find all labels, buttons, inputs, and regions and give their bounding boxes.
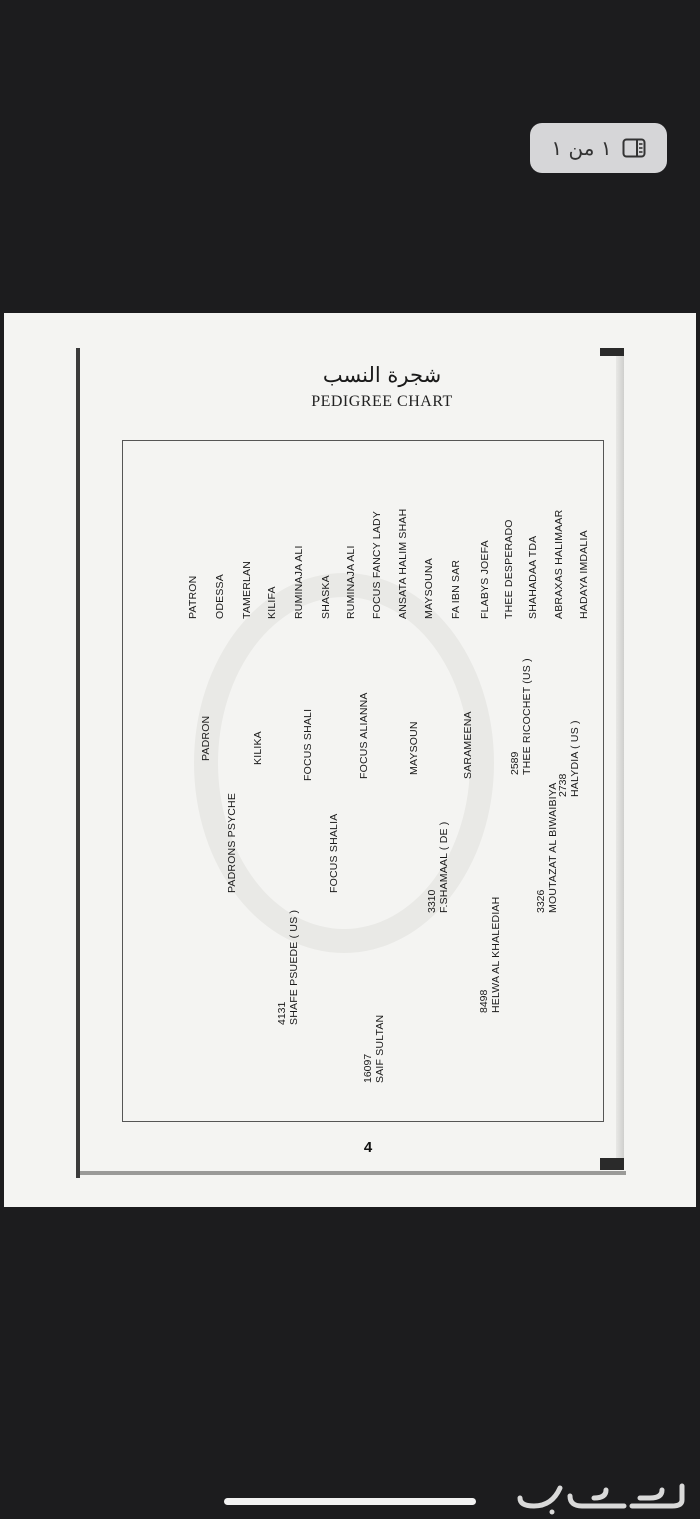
horse-name: SHAFE PSUEDE ( US ) [288,909,300,1025]
sidebar-icon [622,138,646,158]
page-edge [76,348,80,1178]
horse-name: HADAYA IMDALIA [578,530,590,619]
horse-name: PADRON [200,715,212,761]
horse-code: 2589 [509,751,521,775]
page-number: 4 [363,1139,373,1156]
horse-code: 3310 [426,889,438,913]
page-edge [80,1171,626,1175]
horse-name: FA IBN SAR [450,559,462,619]
horse-name: KILIKA [252,731,264,765]
horse-name: FOCUS SHALI [302,708,314,781]
horse-code: 8498 [478,989,490,1013]
horse-name: TAMERLAN [241,561,253,619]
document-title: PEDIGREE CHART [311,393,453,410]
home-indicator[interactable] [224,1498,476,1505]
horse-code: 4131 [276,1001,288,1025]
horse-name: MOUTAZAT AL BIWAIBIYA [547,782,559,913]
horse-name: ABRAXAS HALIMAAR [553,509,565,619]
horse-name: SARAMEENA [462,711,474,779]
horse-name: MAYSOUN [408,721,420,775]
horse-code: 3326 [535,889,547,913]
horse-name: ANSATA HALIM SHAH [397,508,409,619]
horse-name: HELWA AL KHALEDIAH [490,896,502,1013]
horse-name: PADRONS PSYCHE [226,792,238,893]
horse-name: KILIFA [266,586,278,619]
horse-name: THEE RICOCHET (US ) [521,658,533,775]
horse-name: HALYDIA ( US ) [569,720,581,797]
horse-name: PATRON [187,575,199,619]
horse-name: FOCUS ALIANNA [358,692,370,779]
page-edge [616,348,624,1168]
horse-name: ODESSA [214,574,226,619]
page-corner [600,1158,624,1170]
haraj-logo [512,1476,692,1516]
page-indicator-label: ١ من ١ [551,136,612,160]
horse-name: RUMINAJA ALI [293,545,305,619]
horse-name: SAIF SULTAN [374,1014,386,1083]
horse-code: 16097 [362,1053,374,1083]
horse-name: FLABYS JOEFA [479,540,491,619]
horse-name: SHAHADAA TDA [527,535,539,619]
horse-name: F.SHAMAAL ( DE ) [438,821,450,913]
page-indicator[interactable] [530,123,667,173]
horse-name: SHASKA [320,575,332,619]
horse-code: 2738 [557,773,569,797]
horse-name: FOCUS FANCY LADY [371,510,383,619]
page-corner [600,348,624,356]
horse-name: THEE DESPERADO [503,519,515,619]
horse-name: FOCUS SHALIA [328,813,340,893]
horse-name: RUMINAJA ALI [345,545,357,619]
document-title-arabic: شجرة النسب [322,363,442,387]
horse-name: MAYSOUNA [423,558,435,619]
document-photo [4,313,696,1207]
